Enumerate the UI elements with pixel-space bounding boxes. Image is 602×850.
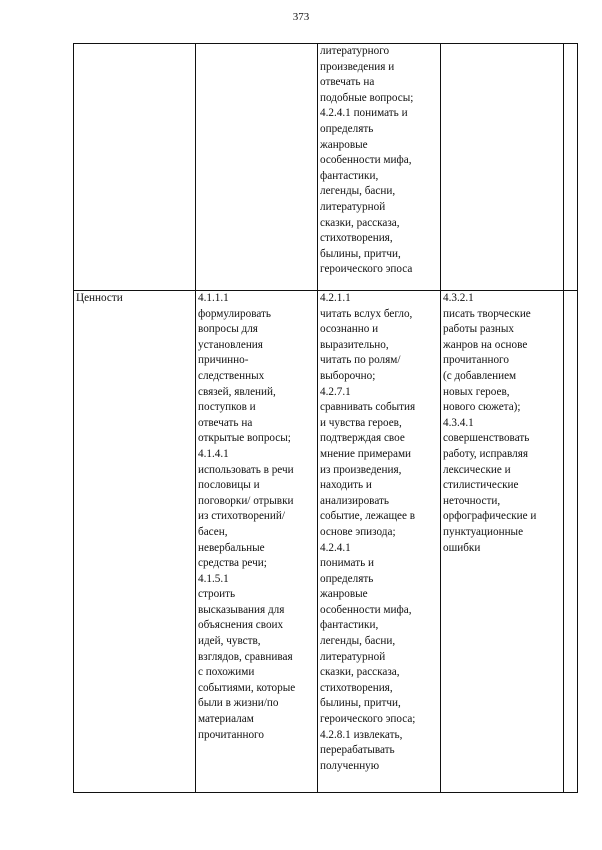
page-number: 373	[292, 11, 310, 23]
cell-text: 4.2.1.1 читать вслух бегло, осознанно и выразительно, читать по ролям/ выборочно; 4.2.7.1 сравнивать события и чувства героев, подтверждая свое мнение примерами из произведения, находить и анализировать событие, лежащее в основе эпизода; 4.2.4.1 понимать и определять жанровые особенности мифа, фантастики, легенды, басни, литературной сказки, рассказа, стихотворения, былины, притчи, героического эпоса; 4.2.8.1 извлекать, перерабатывать полученную	[320, 292, 416, 772]
table-cell	[564, 291, 578, 793]
table-cell	[318, 44, 441, 291]
table-cell	[564, 44, 578, 291]
table-row	[74, 291, 578, 793]
category-label: Ценности	[76, 292, 123, 304]
table-cell	[441, 44, 564, 291]
table-cell	[196, 44, 318, 291]
cell-text: литературного произведения и отвечать на подобные вопросы; 4.2.4.1 понимать и определять жанровые особенности мифа, фантастики, легенды, басни, литературной сказки, рассказа, стихотворения, былины, притчи, героического эпоса	[320, 45, 414, 276]
table-cell	[441, 291, 564, 793]
curriculum-table	[73, 43, 578, 793]
cell-text: 4.1.1.1 формулировать вопросы для установления причинно- следственных связей, явлений, поступков и отвечать на открытые вопросы; 4.1.4.1 использовать в речи пословицы и поговорки/ отрывки из стихотворений/ басен, невербальные средства речи; 4.1.5.1 строить высказывания для объяснения своих идей, чувств, взглядов, сравнивая с похожими событиями, которые были в жизни/по материалам прочитанного	[198, 292, 296, 741]
cell-text: 4.3.2.1 писать творческие работы разных жанров на основе прочитанного (с добавлением новых героев, нового сюжета); 4.3.4.1 совершенствовать работу, исправляя лексические и стилистические неточности, орфографические и пунктуационные ошибки	[443, 292, 537, 554]
table-cell	[318, 291, 441, 793]
table-cell	[74, 291, 196, 793]
table-row	[74, 44, 578, 291]
table-cell	[74, 44, 196, 291]
table-cell	[196, 291, 318, 793]
